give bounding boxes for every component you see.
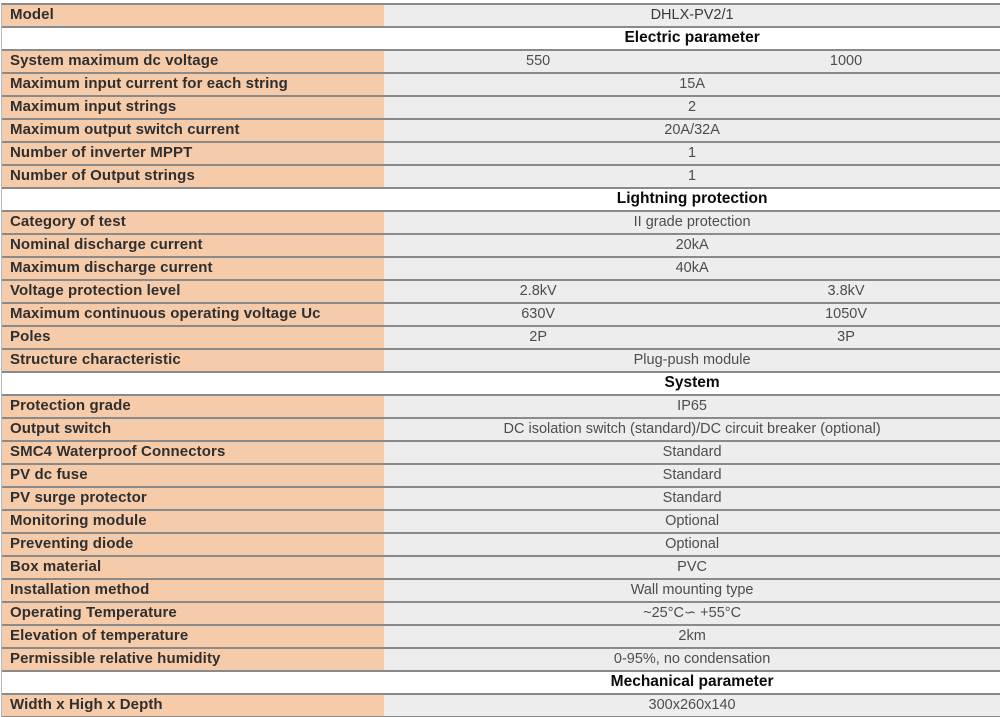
param-label: Operating Temperature [2,603,384,624]
param-label: Width x High x Depth [2,695,384,716]
spec-row [2,419,1000,442]
spec-row [2,5,1000,28]
spec-row [2,235,1000,258]
spec-row [2,396,1000,419]
spec-row [2,74,1000,97]
param-label: Installation method [2,580,384,601]
section-title: System [384,373,1000,394]
spec-row [2,327,1000,350]
param-label: Number of inverter MPPT [2,143,384,164]
section-header-row [2,28,1000,51]
section-header-row [2,672,1000,695]
spec-row [2,97,1000,120]
param-value: Optional [384,534,1000,555]
param-value: 20kA [384,235,1000,256]
param-label: SMC4 Waterproof Connectors [2,442,384,463]
param-value-left: 2.8kV [384,281,692,302]
param-label: Voltage protection level [2,281,384,302]
spec-row [2,304,1000,327]
param-label: Maximum discharge current [2,258,384,279]
param-label: Protection grade [2,396,384,417]
section-spacer [2,672,384,693]
param-label: Monitoring module [2,511,384,532]
spec-row [2,143,1000,166]
param-label: Category of test [2,212,384,233]
param-value: DHLX-PV2/1 [384,5,1000,26]
param-value-right: 3P [692,327,1000,348]
param-value: 2 [384,97,1000,118]
param-value: Standard [384,442,1000,463]
spec-row [2,603,1000,626]
param-value: Standard [384,465,1000,486]
param-value: IP65 [384,396,1000,417]
section-header-row [2,373,1000,396]
param-label: Maximum output switch current [2,120,384,141]
spec-row [2,465,1000,488]
param-value-right: 1050V [692,304,1000,325]
spec-row [2,557,1000,580]
param-label: Nominal discharge current [2,235,384,256]
param-label: Maximum continuous operating voltage Uc [2,304,384,325]
spec-row [2,626,1000,649]
param-value-right: 1000 [692,51,1000,72]
param-value: 1 [384,143,1000,164]
section-header-row [2,189,1000,212]
param-label: Poles [2,327,384,348]
spec-row [2,580,1000,603]
param-label: System maximum dc voltage [2,51,384,72]
param-value: 20A/32A [384,120,1000,141]
param-value: ~25°C∽ +55°C [384,603,1000,624]
param-value-right: 3.8kV [692,281,1000,302]
spec-row [2,488,1000,511]
param-label: Number of Output strings [2,166,384,187]
section-spacer [2,28,384,49]
param-label: Output switch [2,419,384,440]
param-value: 15A [384,74,1000,95]
param-value: Plug-push module [384,350,1000,371]
spec-row [2,166,1000,189]
param-label: Maximum input strings [2,97,384,118]
spec-row [2,511,1000,534]
spec-row [2,51,1000,74]
param-label: PV dc fuse [2,465,384,486]
spec-table [1,3,1000,717]
param-label: Model [2,5,384,26]
param-label: Maximum input current for each string [2,74,384,95]
spec-row [2,120,1000,143]
param-value: II grade protection [384,212,1000,233]
spec-row [2,258,1000,281]
section-spacer [2,373,384,394]
param-value-left: 630V [384,304,692,325]
param-label: Structure characteristic [2,350,384,371]
param-label: Elevation of temperature [2,626,384,647]
param-label: PV surge protector [2,488,384,509]
section-title: Electric parameter [384,28,1000,49]
spec-row [2,212,1000,235]
spec-row [2,534,1000,557]
spec-row [2,350,1000,373]
param-label: Preventing diode [2,534,384,555]
param-value: DC isolation switch (standard)/DC circuit breaker (optional) [384,419,1000,440]
spec-row [2,442,1000,465]
section-title: Mechanical parameter [384,672,1000,693]
param-value: 0-95%, no condensation [384,649,1000,670]
spec-row [2,695,1000,717]
param-label: Permissible relative humidity [2,649,384,670]
section-title: Lightning protection [384,189,1000,210]
param-value: 40kA [384,258,1000,279]
param-value: PVC [384,557,1000,578]
param-value-left: 2P [384,327,692,348]
param-value-left: 550 [384,51,692,72]
param-value: 300x260x140 [384,695,1000,716]
param-value: Optional [384,511,1000,532]
spec-row [2,649,1000,672]
param-value: Wall mounting type [384,580,1000,601]
spec-row [2,281,1000,304]
param-value: 2km [384,626,1000,647]
param-label: Box material [2,557,384,578]
param-value: Standard [384,488,1000,509]
param-value: 1 [384,166,1000,187]
section-spacer [2,189,384,210]
